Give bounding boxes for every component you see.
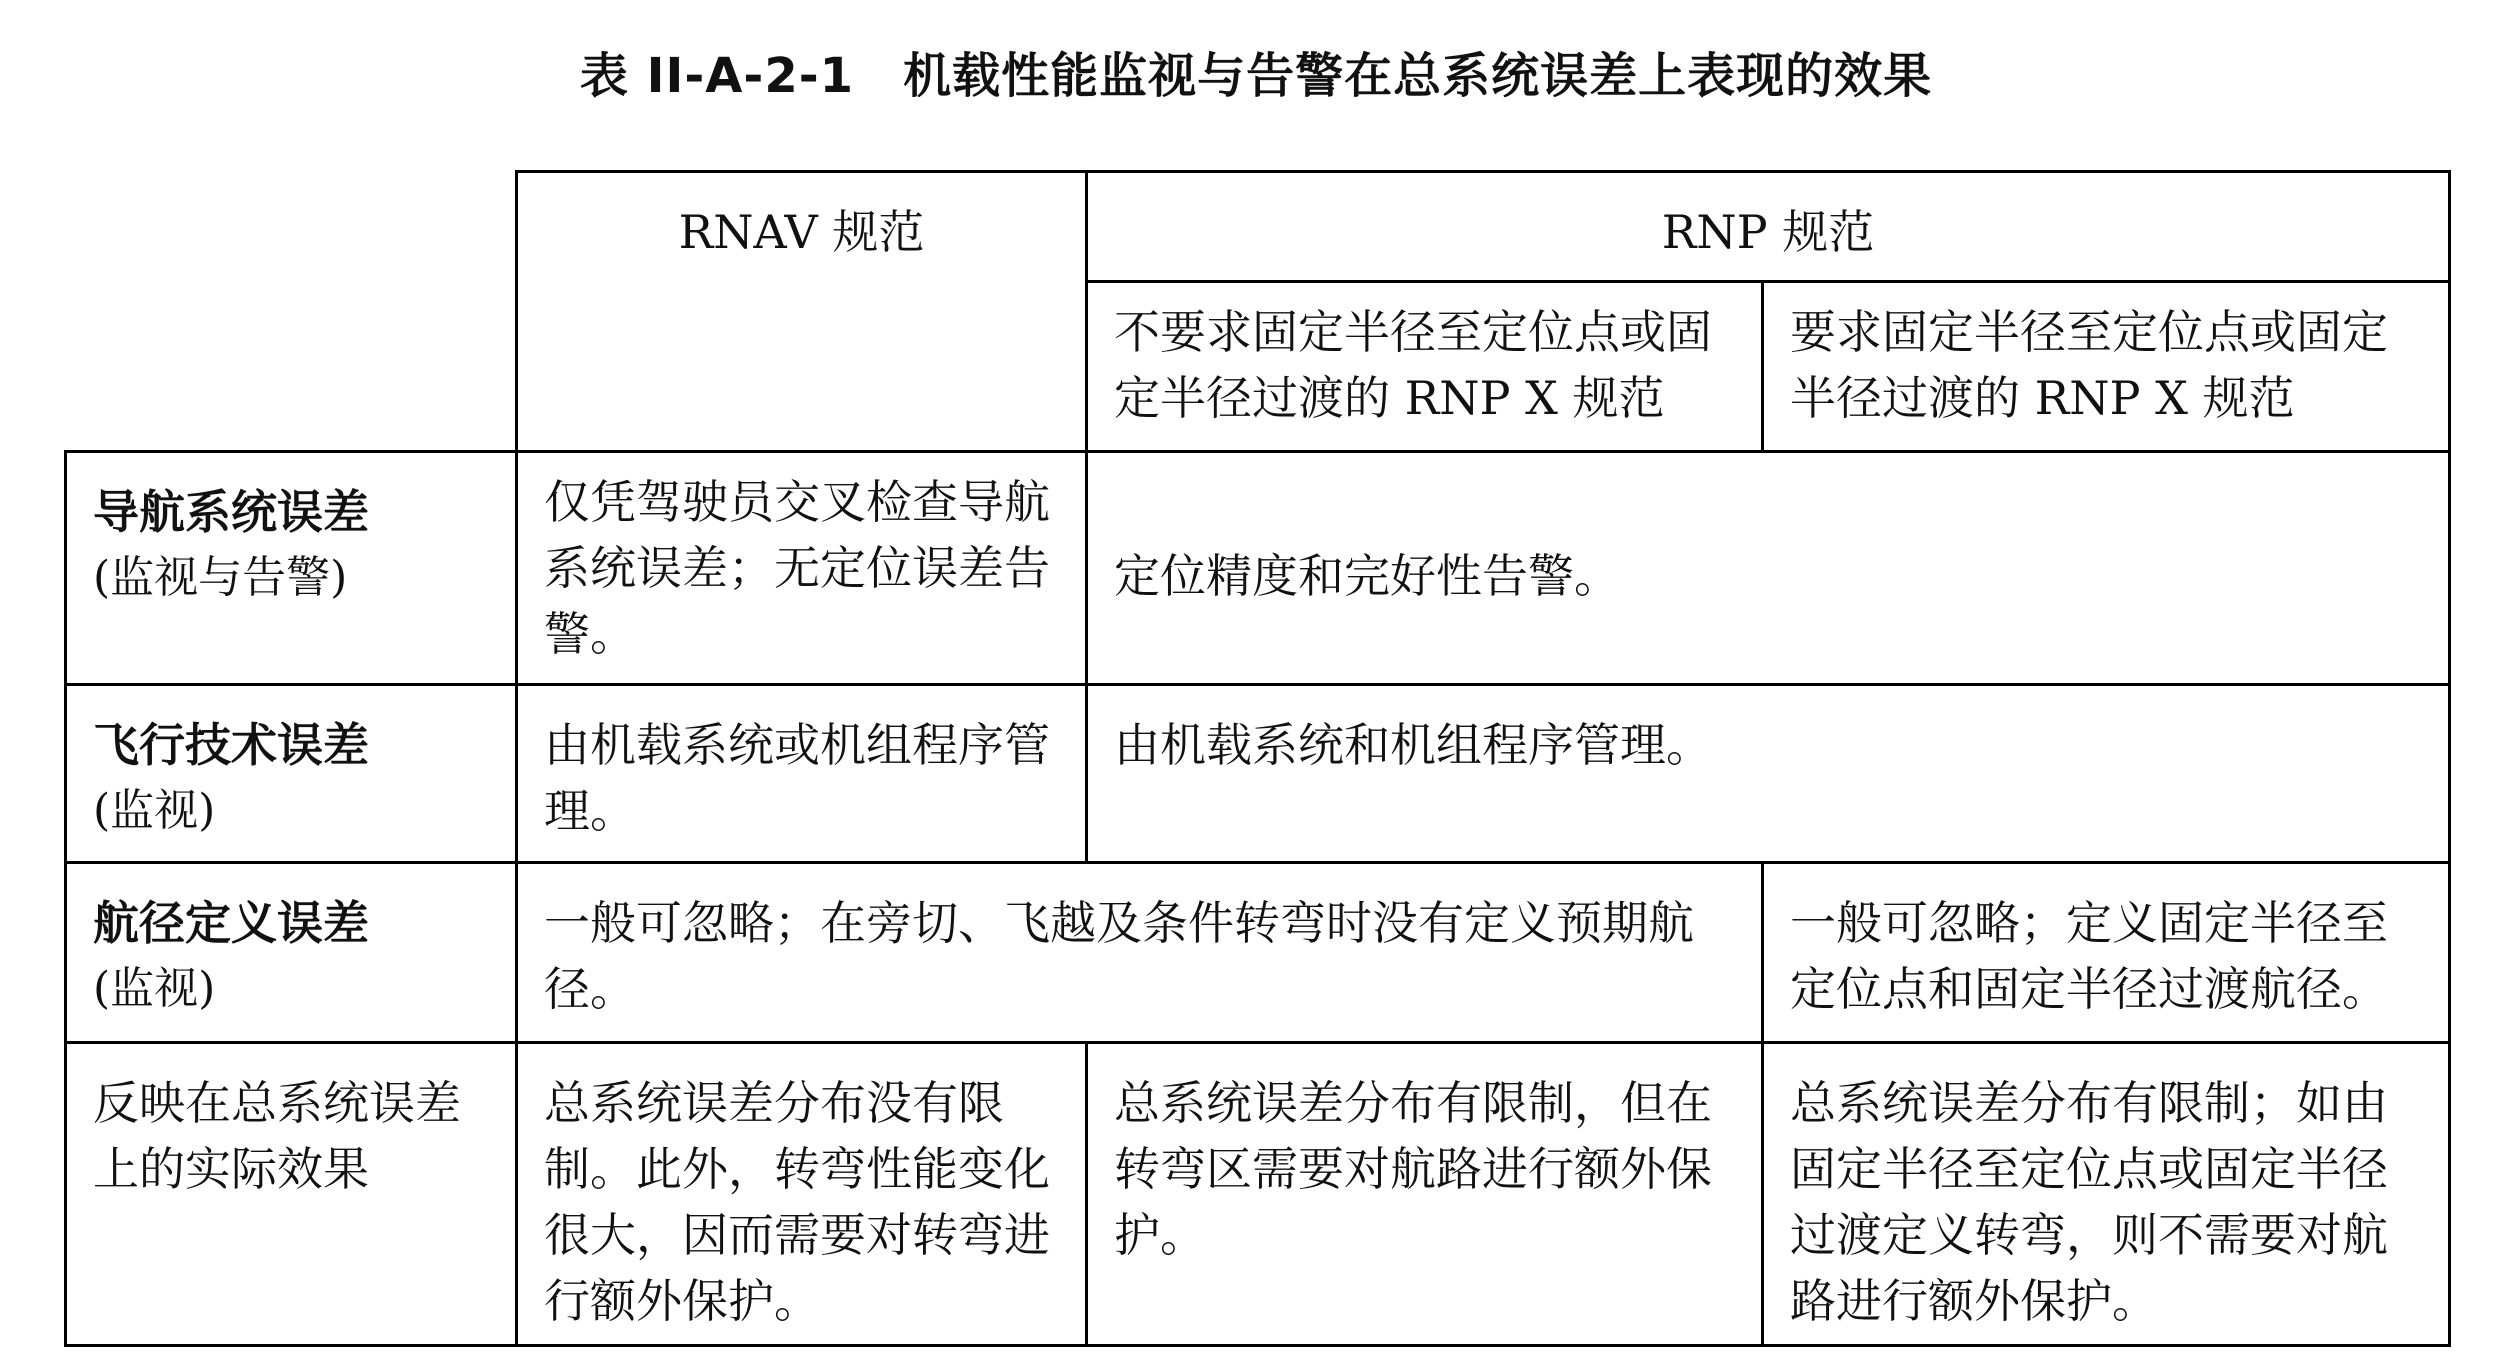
rnav-spec-header <box>517 172 1087 452</box>
pde-rnp-rf-cell <box>1763 863 2450 1043</box>
fte-rnp-cell <box>1087 685 2450 863</box>
corner-cell <box>66 172 517 452</box>
row-title: 航径定义误差 <box>93 896 369 950</box>
pde-rnav-rnp-cell <box>517 863 1763 1043</box>
table-row-nse <box>66 452 2450 685</box>
rnp-no-rf-header <box>1087 282 1763 452</box>
cell-text: 一般可忽略；在旁切、飞越及条件转弯时没有定义预期航径。 <box>544 896 1694 1016</box>
cell-text: 总系统误差分布没有限制。此外，转弯性能变化很大，因而需要对转弯进行额外保护。 <box>544 1076 1050 1328</box>
rnp-with-rf-header <box>1763 282 2450 452</box>
cell-text: 一般可忽略；定义固定半径至定位点和固定半径过渡航径。 <box>1790 896 2388 1016</box>
header-row-1 <box>66 172 2450 282</box>
row-title: 反映在总系统误差上的实际效果 <box>93 1076 461 1196</box>
tse-rnp-no-rf-cell <box>1087 1043 1763 1346</box>
table-row-pde <box>66 863 2450 1043</box>
row-subtitle: (监视) <box>93 785 216 836</box>
tse-rnp-rf-cell <box>1763 1043 2450 1346</box>
table-row-fte <box>66 685 2450 863</box>
fte-rnav-cell <box>517 685 1087 863</box>
nse-rnp-cell <box>1087 452 2450 685</box>
cell-text: 由机载系统和机组程序管理。 <box>1114 718 1712 772</box>
cell-text: 定位精度和完好性告警。 <box>1114 549 1620 603</box>
nse-rnav-cell <box>517 452 1087 685</box>
cell-text: 总系统误差分布有限制，但在转弯区需要对航路进行额外保护。 <box>1114 1076 1712 1262</box>
row-title: 飞行技术误差 <box>93 718 369 772</box>
row-title: 导航系统误差 <box>93 485 369 539</box>
row-header-fte <box>66 685 517 863</box>
cell-text: 由机载系统或机组程序管理。 <box>544 718 1050 838</box>
cell-text: 仅凭驾驶员交叉检查导航系统误差；无定位误差告警。 <box>544 475 1050 661</box>
row-subtitle: (监视) <box>93 963 216 1014</box>
row-header-nse <box>66 452 517 685</box>
row-subtitle: (监视与告警) <box>93 552 348 603</box>
rnp-spec-group-header <box>1087 172 2450 282</box>
row-header-pde <box>66 863 517 1043</box>
rnav-spec-header-text: RNAV 规范 <box>678 205 925 259</box>
tse-rnav-cell <box>517 1043 1087 1346</box>
rnp-no-rf-header-text: 不要求固定半径至定位点或固定半径过渡的 RNP X 规范 <box>1114 305 1712 425</box>
rnp-with-rf-header-text: 要求固定半径至定位点或固定半径过渡的 RNP X 规范 <box>1790 305 2388 425</box>
table-caption: 表 II-A-2-1 机载性能监视与告警在总系统误差上表现的效果 <box>579 48 1933 104</box>
performance-monitoring-table <box>64 170 2451 1347</box>
row-header-tse-effect <box>66 1043 517 1346</box>
table-row-tse-effect <box>66 1043 2450 1346</box>
rnp-spec-group-header-text: RNP 规范 <box>1661 205 1875 259</box>
cell-text: 总系统误差分布有限制；如由固定半径至定位点或固定半径过渡定义转弯，则不需要对航路进行额外保护。 <box>1790 1076 2388 1328</box>
